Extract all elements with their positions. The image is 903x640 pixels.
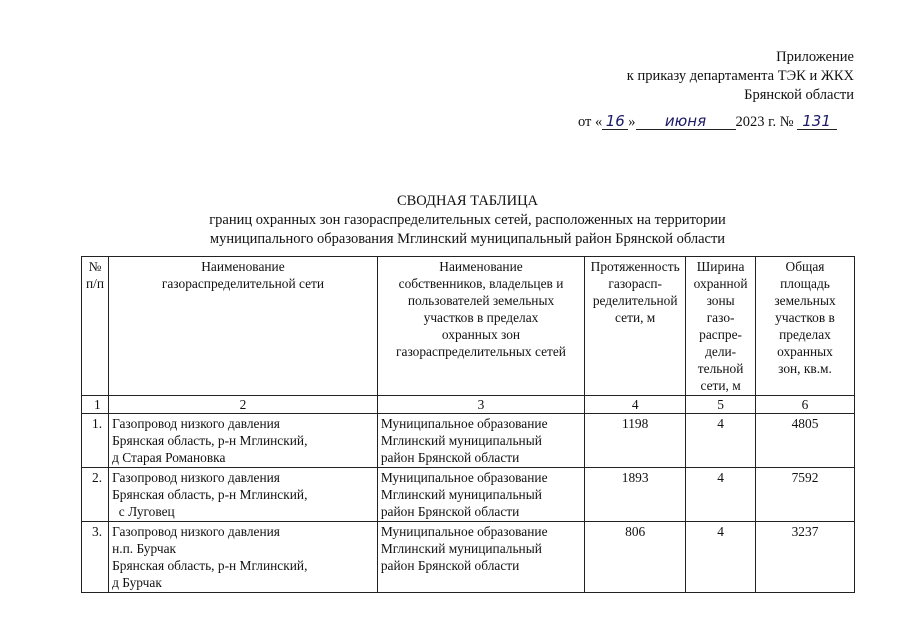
column-number-row [82,396,855,414]
title-line-3: муниципального образования Мглинский муниципальный район Брянской области [209,231,726,247]
column-number: 3 [377,396,584,414]
area-cell: 4805 [756,414,855,468]
length-cell: 1198 [585,414,686,468]
table-row [82,522,855,593]
table-header-row [82,257,855,396]
header-total-area: Общая площадь земельных участков в пределах охранных зон, кв.м. [756,257,855,396]
title-line-2: границ охранных зон газораспределительных сетей, расположенных на территории [209,212,726,228]
appendix-line-3: Брянской области [744,87,854,103]
order-prefix: от « [578,114,603,130]
length-cell: 806 [585,522,686,593]
order-year: 2023 г. № [735,114,794,130]
table-row [82,468,855,522]
order-mid: » [628,114,636,130]
document-title [80,192,855,249]
zone-width-cell: 4 [686,522,756,593]
order-month: июня [636,113,736,130]
table-body [82,414,855,593]
column-number: 5 [686,396,756,414]
appendix-header [627,48,854,105]
network-name-cell: Газопровод низкого давления Брянская область, р-н Мглинский, с Луговец [109,468,378,522]
network-name-cell: Газопровод низкого давления Брянская область, р-н Мглинский, д Старая Романовка [109,414,378,468]
area-cell: 3237 [756,522,855,593]
header-network-name: Наименование газораспределительной сети [109,257,378,396]
table-row [82,414,855,468]
title-line-1: СВОДНАЯ ТАБЛИЦА [396,193,539,209]
zone-width-cell: 4 [686,414,756,468]
column-number: 6 [756,396,855,414]
owner-cell: Муниципальное образование Мглинский муниципальный район Брянской области [377,468,584,522]
header-owners: Наименование собственников, владельцев и пользователей земельных участков в пределах охранных зон газораспределительных сетей [377,257,584,396]
zone-width-cell: 4 [686,468,756,522]
row-number: 3. [82,522,109,593]
row-number: 1. [82,414,109,468]
area-cell: 7592 [756,468,855,522]
header-length: Протяженность газорасп- ределительной сети, м [585,257,686,396]
appendix-line-2: к приказу департамента ТЭК и ЖКХ [626,68,854,84]
length-cell: 1893 [585,468,686,522]
column-number: 1 [82,396,109,414]
order-day: 16 [602,113,628,130]
order-date-line [578,113,837,131]
row-number: 2. [82,468,109,522]
appendix-line-1: Приложение [776,49,854,65]
header-zone-width: Ширина охранной зоны газо- распре- дели- тельной сети, м [686,257,756,396]
header-number: № п/п [82,257,109,396]
owner-cell: Муниципальное образование Мглинский муниципальный район Брянской области [377,522,584,593]
owner-cell: Муниципальное образование Мглинский муниципальный район Брянской области [377,414,584,468]
order-number: 131 [797,113,837,130]
column-number: 2 [109,396,378,414]
network-name-cell: Газопровод низкого давления н.п. Бурчак Брянская область, р-н Мглинский, д Бурчак [109,522,378,593]
column-number: 4 [585,396,686,414]
summary-table [81,256,855,593]
